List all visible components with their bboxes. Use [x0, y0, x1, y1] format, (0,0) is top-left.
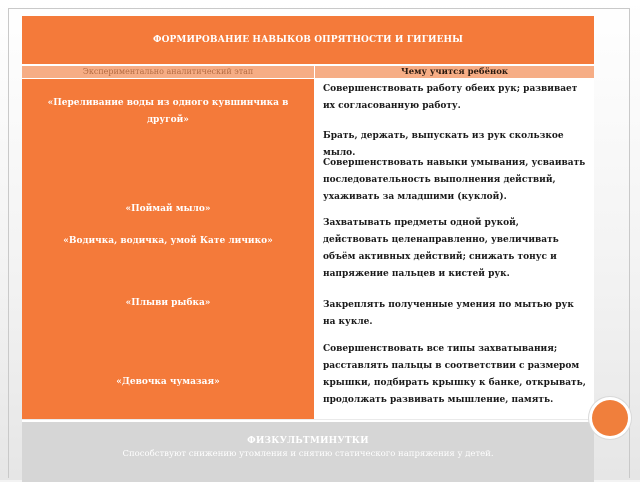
- footer-title: ФИЗКУЛЬТМИНУТКИ: [247, 436, 369, 446]
- activity-item: «Поймай мыло»: [125, 204, 211, 214]
- column-header-learns: Чему учится ребёнок: [315, 66, 594, 78]
- footer-block: [22, 420, 594, 482]
- table-title: ФОРМИРОВАНИЕ НАВЫКОВ ОПРЯТНОСТИ И ГИГИЕНЫ: [22, 16, 594, 66]
- skill-item: Закреплять полученные умения по мытью рук на кукле.: [323, 300, 574, 327]
- skills-table: [22, 16, 594, 419]
- skill-item: Брать, держать, выпускать из рук скользкое мыло.: [323, 131, 564, 158]
- column-header-stage: Экспериментально аналитический этап: [22, 66, 315, 78]
- activity-item: «Плыви рыбка»: [125, 298, 211, 308]
- decorative-circle: [592, 400, 628, 436]
- skill-item: Совершенствовать работу обеих рук; развивает их согласованную работу.: [323, 84, 578, 111]
- activity-item: «Водичка, водичка, умой Кате личико»: [63, 236, 273, 246]
- activity-item: «Девочка чумазая»: [116, 377, 220, 387]
- table-body-row: [22, 79, 594, 419]
- activities-column: [22, 79, 315, 419]
- table-header-row: [22, 66, 594, 79]
- activity-item: «Переливание воды из одного кувшинчика в другой»: [47, 98, 289, 125]
- skills-column: [315, 79, 594, 419]
- skill-item: Захватывать предметы одной рукой, действовать целенаправленно, увеличивать объём активных действий; снижать тонус и напряжение пальцев и кистей рук.: [323, 218, 559, 279]
- footer-text: Способствуют снижению утомления и снятию статического напряжения у детей.: [122, 449, 494, 459]
- skill-item: Совершенствовать все типы захватывания; расставлять пальцы в соответствии с размером крышки, подбирать крышку к банке, открывать, продолжать развивать мышление, память.: [323, 344, 586, 405]
- skill-item: Совершенствовать навыки умывания, усваивать последовательность выполнения действий, ухаживать за младшими (куклой).: [323, 158, 586, 202]
